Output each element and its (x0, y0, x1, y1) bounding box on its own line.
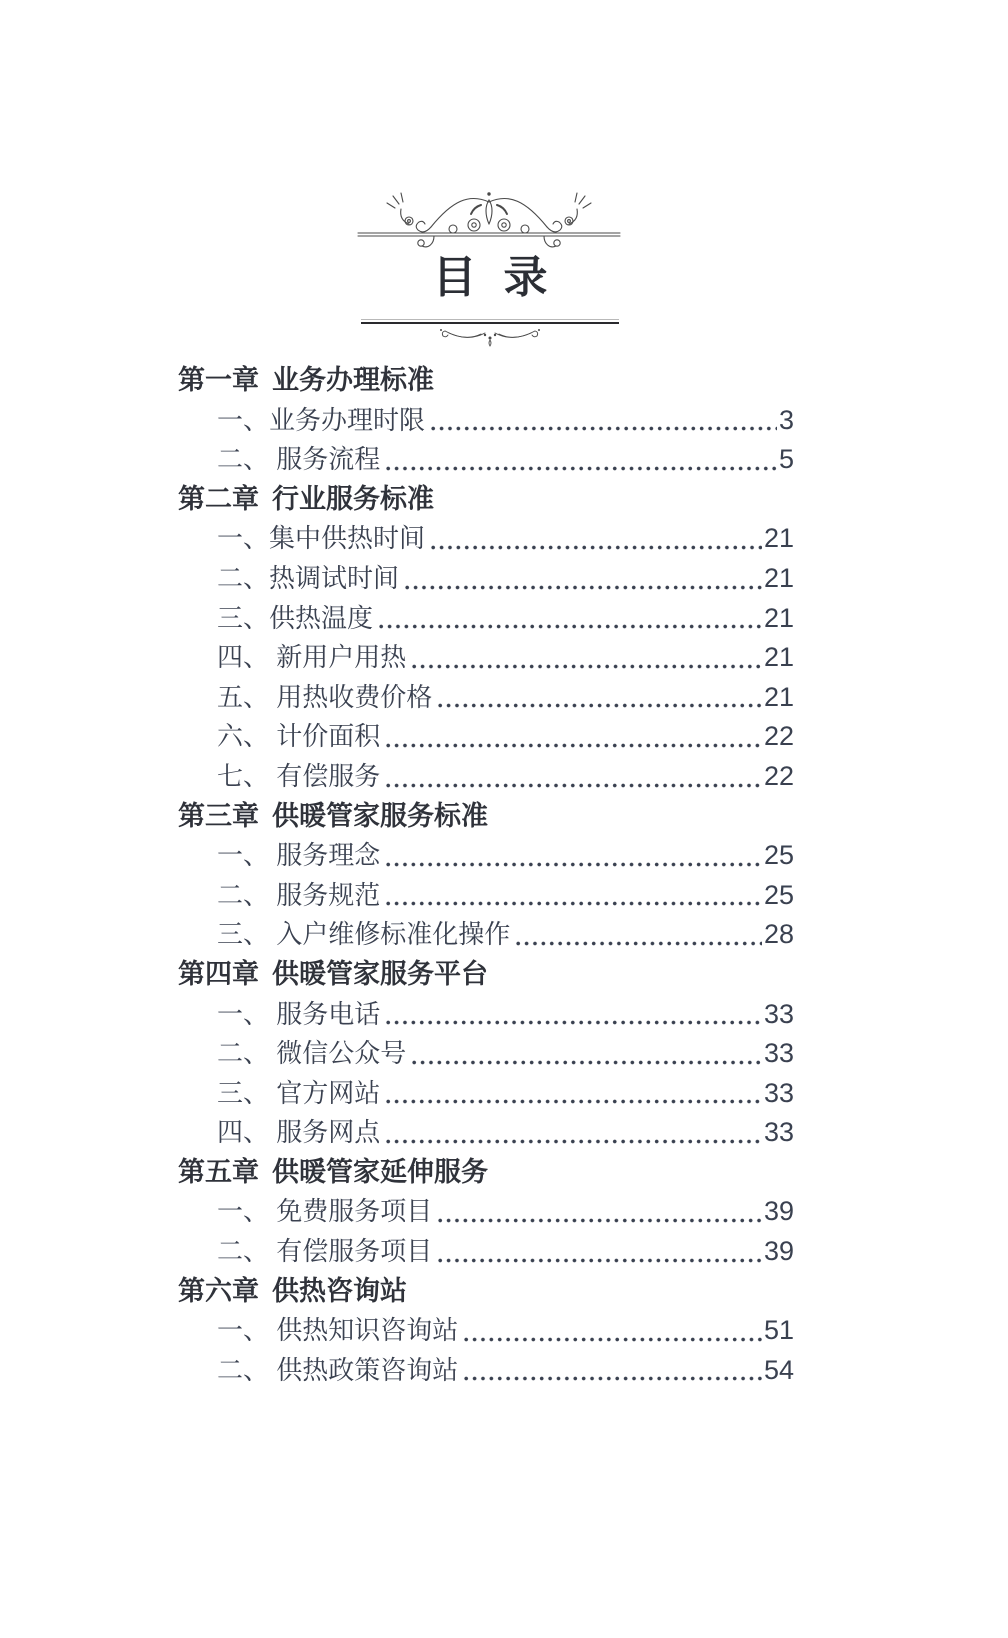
toc-chapter-heading (178, 797, 794, 837)
toc-item (178, 757, 794, 797)
chapter-number: 第一章 (178, 365, 259, 395)
page-title-char-1: 目 (432, 253, 477, 302)
toc-page-number: 3 (778, 404, 794, 435)
toc-page-number: 51 (763, 1315, 794, 1346)
dot-leader (438, 703, 762, 708)
toc-item-label: 四、 新用户用热 (217, 642, 407, 673)
dot-leader (386, 1099, 762, 1104)
dot-leader (464, 1337, 762, 1342)
toc-item (178, 638, 794, 678)
toc-item-label: 二、 微信公众号 (217, 1038, 407, 1069)
dot-leader (386, 901, 762, 906)
toc-item (178, 915, 794, 955)
toc-item-label: 二、 服务规范 (217, 879, 381, 910)
toc-page-number: 21 (763, 602, 794, 633)
toc-chapter-heading (178, 480, 794, 520)
toc-item-label: 三、 官方网站 (217, 1077, 381, 1108)
toc-item-label: 四、 服务网点 (217, 1117, 381, 1148)
toc-page-number: 28 (763, 919, 794, 950)
toc-item-label: 二、 服务流程 (217, 444, 381, 475)
toc-chapter-heading (178, 955, 794, 995)
toc-list (178, 361, 794, 1390)
chapter-number: 第五章 (178, 1156, 259, 1187)
chapter-title: 供暖管家服务标准 (272, 800, 488, 831)
toc-item-label: 三、供热温度 (217, 602, 374, 633)
toc-page-number: 5 (778, 444, 794, 475)
toc-item (178, 1311, 794, 1351)
dot-leader (386, 862, 762, 867)
dot-leader (412, 1060, 762, 1065)
dot-leader (405, 585, 762, 590)
toc-page-number: 21 (763, 523, 794, 554)
toc-item-label: 二、 供热政策咨询站 (217, 1354, 459, 1385)
dot-leader (438, 1258, 762, 1263)
page-title-char-2: 录 (503, 253, 548, 302)
toc-item-label: 一、 服务理念 (217, 840, 381, 871)
toc-item-label: 一、集中供热时间 (217, 523, 426, 554)
toc-page-number: 25 (763, 840, 794, 871)
toc-page-number: 21 (763, 642, 794, 673)
toc-item-label: 三、 入户维修标准化操作 (217, 919, 511, 950)
toc-item (178, 1113, 794, 1153)
toc-page-number: 33 (763, 1117, 794, 1148)
dot-leader (431, 545, 762, 550)
dot-leader (386, 1139, 762, 1144)
toc-item-label: 五、 用热收费价格 (217, 681, 433, 712)
toc-item-label: 一、 服务电话 (217, 998, 381, 1029)
toc-item-label: 七、 有偿服务 (217, 760, 381, 791)
chapter-title: 供暖管家服务平台 (272, 958, 488, 989)
toc-item (178, 1232, 794, 1272)
toc-item (178, 559, 794, 599)
toc-item-label: 一、 供热知识咨询站 (217, 1315, 459, 1346)
page-title (364, 251, 616, 305)
toc-item (178, 401, 794, 441)
dot-leader (386, 743, 762, 748)
dot-leader (386, 783, 762, 788)
toc-item (178, 717, 794, 757)
chapter-number: 第三章 (178, 800, 259, 831)
title-rule-light (361, 319, 619, 320)
chapter-title: 行业服务标准 (272, 483, 434, 514)
dot-leader (379, 624, 762, 629)
toc-chapter-heading (178, 1272, 794, 1312)
dot-leader (431, 426, 777, 431)
toc-page-number: 33 (763, 1077, 794, 1108)
chapter-number: 第二章 (178, 483, 259, 514)
toc-item-label: 二、热调试时间 (217, 562, 400, 593)
toc-chapter-heading (178, 1153, 794, 1193)
toc-item (178, 1192, 794, 1232)
toc-chapter-heading (178, 361, 794, 401)
dot-leader (386, 1020, 762, 1025)
toc-page-number: 33 (763, 1038, 794, 1069)
toc-item-label: 一、 免费服务项目 (217, 1196, 433, 1227)
toc-page-number: 39 (763, 1196, 794, 1227)
toc-page-number: 21 (763, 681, 794, 712)
toc-item (178, 678, 794, 718)
footer-flourish (438, 327, 542, 347)
dot-leader (412, 664, 762, 669)
chapter-title: 业务办理标准 (272, 365, 434, 395)
toc-page-number: 25 (763, 879, 794, 910)
toc-page-number: 54 (763, 1354, 794, 1385)
bottom-flourish-icon (438, 327, 542, 347)
toc-page-number: 21 (763, 562, 794, 593)
title-rule-dark (361, 322, 619, 324)
toc-item (178, 876, 794, 916)
chapter-title: 供暖管家延伸服务 (272, 1156, 488, 1187)
chapter-number: 第六章 (178, 1275, 259, 1306)
toc-page-number: 39 (763, 1236, 794, 1267)
chapter-title: 供热咨询站 (272, 1275, 407, 1306)
toc-item-label: 二、 有偿服务项目 (217, 1236, 433, 1267)
dot-leader (464, 1376, 762, 1381)
toc-item (178, 599, 794, 639)
toc-item (178, 440, 794, 480)
top-flourish-icon (357, 188, 621, 252)
toc-item (178, 836, 794, 876)
toc-item (178, 1034, 794, 1074)
toc-page-number: 22 (763, 721, 794, 752)
toc-item-label: 六、 计价面积 (217, 721, 381, 752)
dot-leader (438, 1218, 762, 1223)
toc-page-number: 22 (763, 760, 794, 791)
toc-item (178, 519, 794, 559)
toc-item-label: 一、业务办理时限 (217, 404, 426, 435)
toc-page-number: 33 (763, 998, 794, 1029)
toc-item (178, 1074, 794, 1114)
toc-item (178, 995, 794, 1035)
chapter-number: 第四章 (178, 958, 259, 989)
header-ornament (357, 188, 621, 252)
dot-leader (516, 941, 762, 946)
toc-item (178, 1351, 794, 1391)
dot-leader (386, 466, 777, 471)
